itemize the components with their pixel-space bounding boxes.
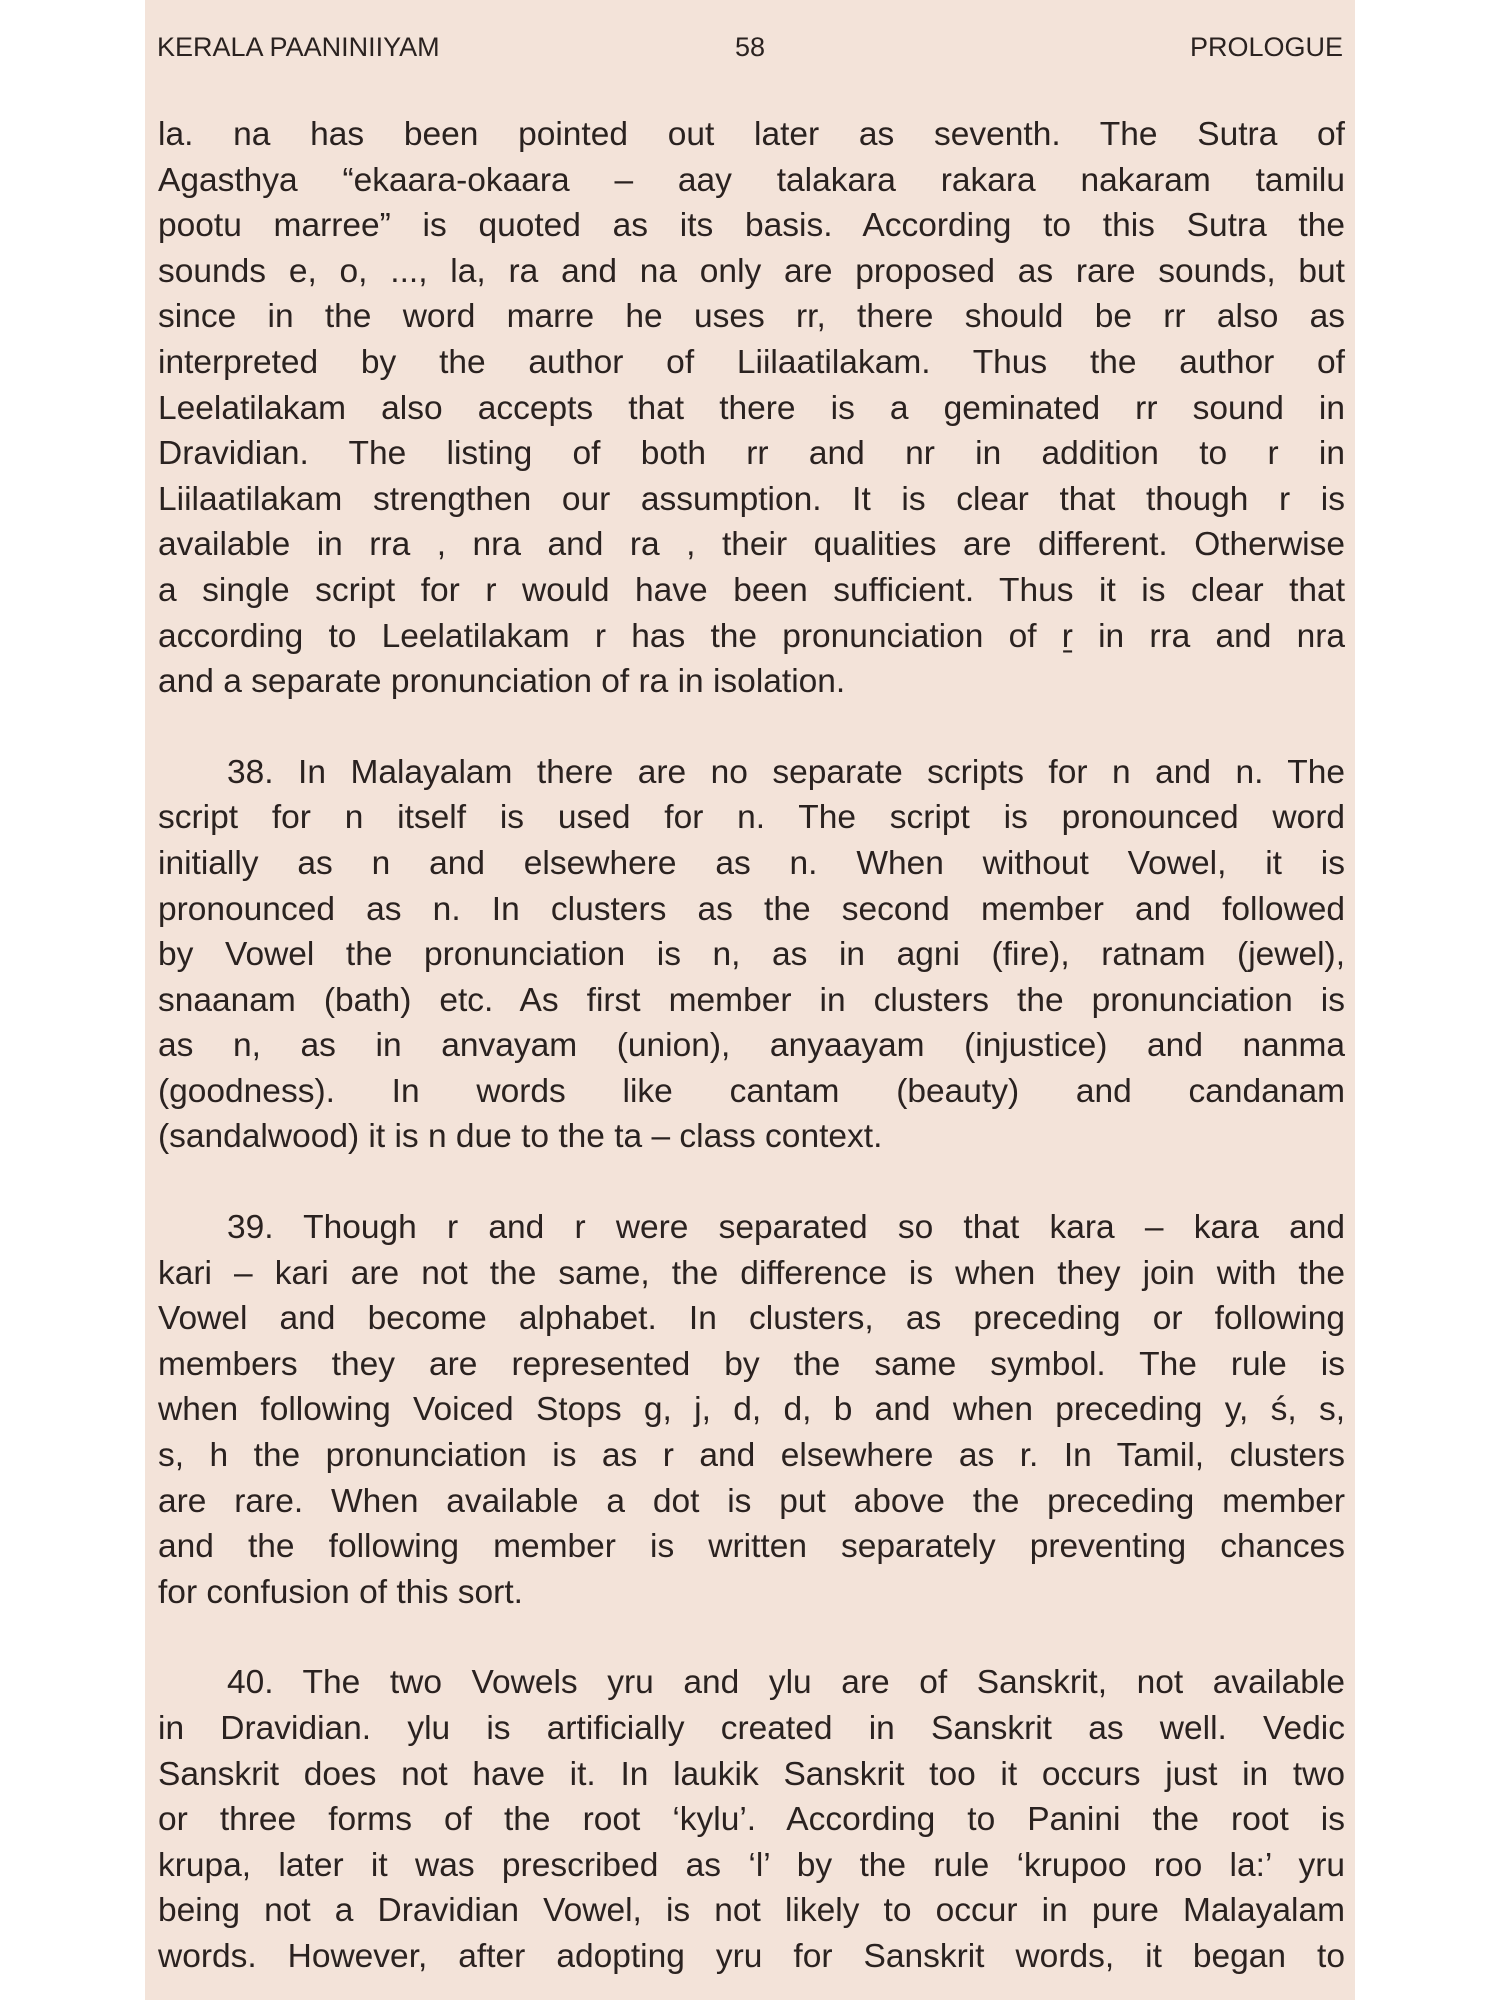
text-line: since in the word marre he uses rr, there should be rr also as [158,298,1345,336]
text-line: and a separate pronunciation of ra in isolation. [158,663,846,701]
text-line: snaanam (bath) etc. As first member in clusters the pronunciation is [158,981,1345,1019]
text-line: Agasthya “ekaara-okaara – aay talakara rakara nakaram tamilu [158,161,1345,199]
paragraph-38 [158,750,1345,1160]
page-body [158,112,1345,2000]
paragraph-39 [158,1205,1345,1615]
text-line: 40. The two Vowels yru and ylu are of Sanskrit, not available [227,1664,1345,1702]
text-line: as n, as in anvayam (union), anyaayam (injustice) and nanma [158,1027,1345,1065]
text-line: being not a Dravidian Vowel, is not likely to occur in pure Malayalam [158,1892,1345,1930]
text-line: 39. Though r and r were separated so that kara – kara and [227,1209,1345,1247]
text-line: Liilaatilakam strengthen our assumption. It is clear that though r is [158,480,1345,518]
text-line: s, h the pronunciation is as r and elsewhere as r. In Tamil, clusters [158,1437,1345,1475]
page-number: 58 [734,32,766,62]
text-line: available in rra , nra and ra , their qualities are different. Otherwise [158,526,1345,564]
text-line: la. na has been pointed out later as seventh. The Sutra of [158,116,1345,153]
text-line: in Dravidian. ylu is artificially created in Sanskrit as well. Vedic [158,1710,1345,1747]
text-line: are rare. When available a dot is put above the preceding member [158,1482,1345,1520]
text-line: when following Voiced Stops g, j, d, d, b and when preceding y, ś, s, [158,1391,1345,1429]
paragraph-37-continuation [158,112,1345,705]
text-line: Dravidian. The listing of both rr and nr in addition to r in [158,435,1345,473]
text-line: script for n itself is used for n. The script is pronounced word [158,799,1345,837]
text-line: pronounced as n. In clusters as the second member and followed [158,890,1345,928]
text-line: interpreted by the author of Liilaatilakam. Thus the author of [158,343,1345,381]
text-line: 38. In Malayalam there are no separate scripts for n and n. The [227,753,1345,791]
text-line: Sanskrit does not have it. In laukik Sanskrit too it occurs just in two [158,1755,1345,1793]
text-line: a single script for r would have been sufficient. Thus it is clear that [158,571,1345,609]
paragraph-40 [158,1660,1345,1979]
section-title: PROLOGUE [1189,32,1343,62]
text-line: or three forms of the root ‘kylu’. According to Panini the root is [158,1801,1345,1839]
text-line: initially as n and elsewhere as n. When without Vowel, it is [158,844,1345,882]
book-title: KERALA PAANINIIYAM [157,32,440,62]
text-line: kari – kari are not the same, the difference is when they join with the [158,1254,1345,1292]
text-line: (goodness). In words like cantam (beauty) and candanam [158,1072,1345,1110]
text-line: by Vowel the pronunciation is n, as in agni (fire), ratnam (jewel), [158,936,1345,974]
running-header [157,32,1343,68]
text-line: members they are represented by the same symbol. The rule is [158,1345,1345,1383]
text-line: krupa, later it was prescribed as ‘l’ by the rule ‘krupoo roo la:’ yru [158,1846,1345,1884]
text-line: Leelatilakam also accepts that there is a geminated rr sound in [158,389,1345,427]
text-line: for confusion of this sort. [158,1573,523,1611]
text-line: Vowel and become alphabet. In clusters, as preceding or following [158,1300,1345,1338]
book-page [145,0,1355,2000]
text-line: sounds e, o, ..., la, ra and na only are proposed as rare sounds, but [158,252,1345,290]
text-line: (sandalwood) it is n due to the ta – class context. [158,1118,883,1156]
text-line: according to Leelatilakam r has the pronunciation of ṟ in rra and nra [158,617,1345,655]
text-line: words. However, after adopting yru for Sanskrit words, it began to [158,1937,1345,1975]
text-line: pootu marree” is quoted as its basis. According to this Sutra the [158,207,1345,245]
text-line: and the following member is written separately preventing chances [158,1528,1345,1566]
